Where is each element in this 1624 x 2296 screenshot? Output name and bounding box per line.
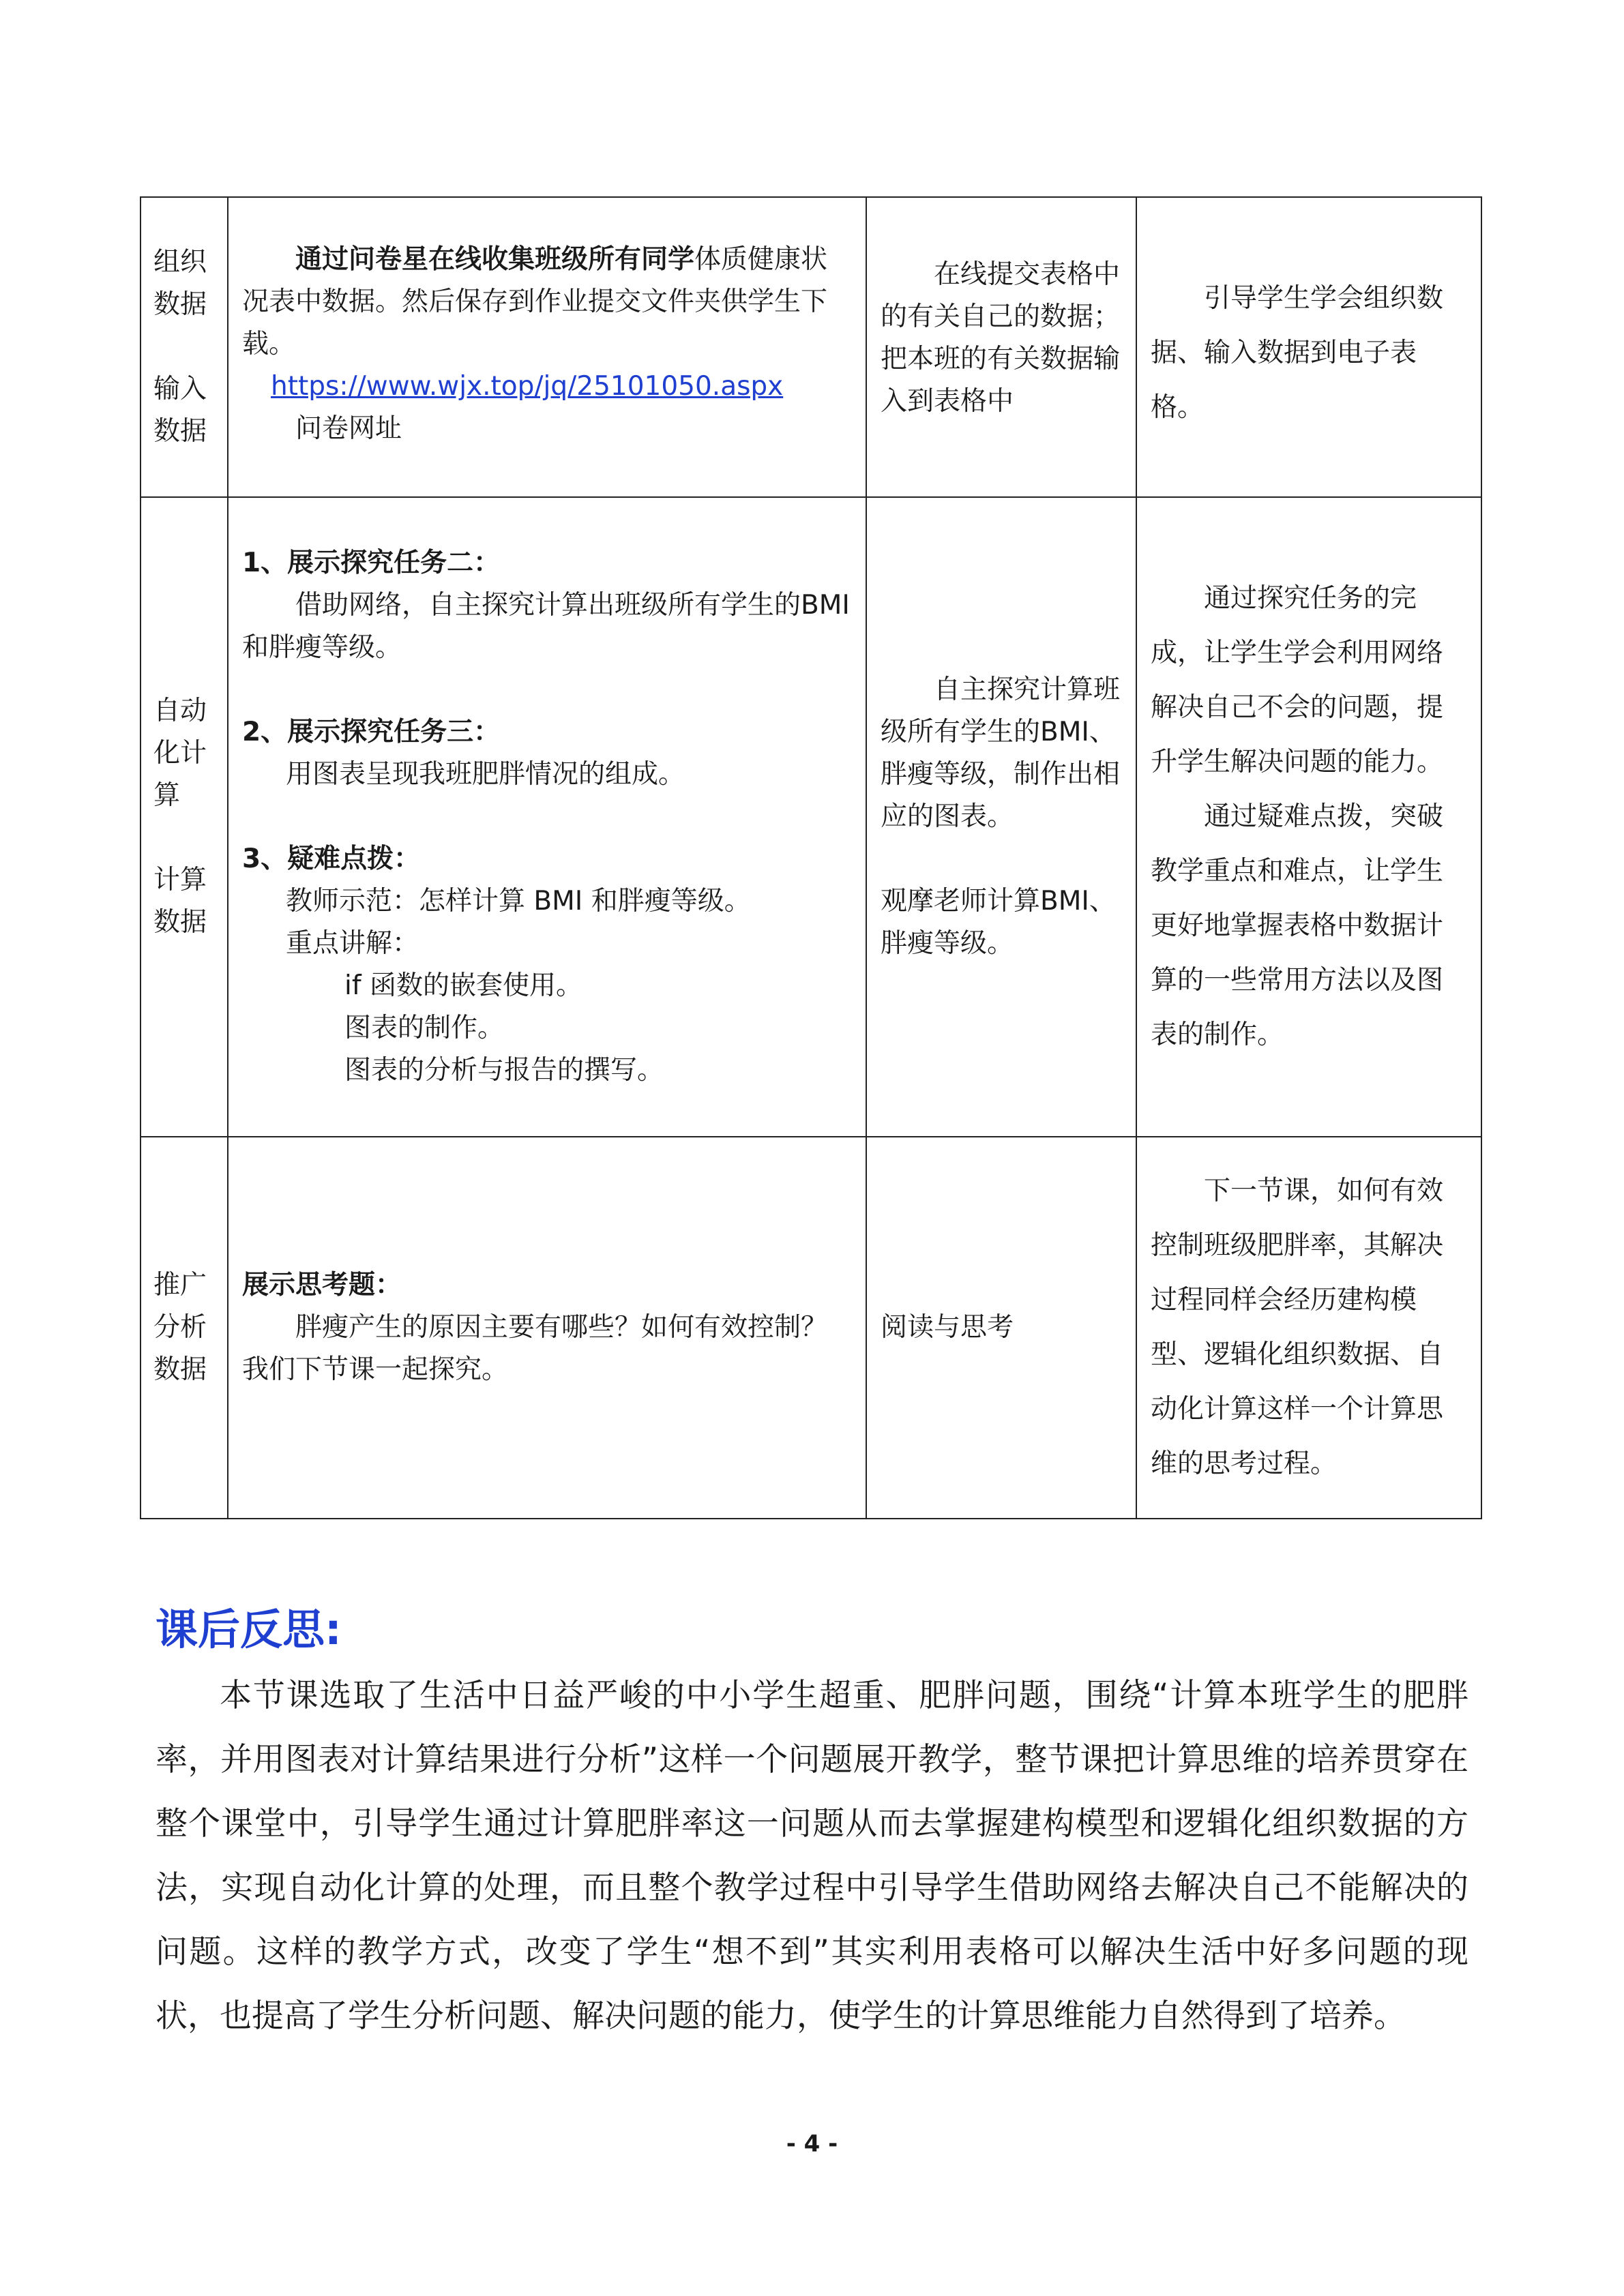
purpose-text: 下一节课，如何有效控制班级肥胖率，其解决过程同样会经历建构模型、逻辑化组织数据、自动化计算这样一个计算思维的思考过程。 bbox=[1151, 1176, 1444, 1479]
activity-rest: 体质健康状况表中数据。然后保存到作业提交文件夹供学生下载。 bbox=[242, 244, 828, 359]
hint-item: 图表的分析与报告的撰写。 bbox=[344, 1055, 664, 1086]
activity-cell bbox=[228, 1137, 866, 1519]
activity-bold: 通过问卷星在线收集班级所有同学 bbox=[295, 244, 695, 275]
stage-line: 自动 bbox=[153, 696, 207, 726]
student-activity-cell bbox=[866, 197, 1136, 497]
activity-cell bbox=[228, 497, 866, 1137]
hint-item: if 函数的嵌套使用。 bbox=[344, 970, 582, 1001]
hint-key: 重点讲解： bbox=[286, 928, 419, 959]
student-activity-cell bbox=[866, 1137, 1136, 1519]
think-body: 胖瘦产生的原因主要有哪些？如何有效控制？我们下节课一起探究。 bbox=[242, 1312, 828, 1385]
student-text: 阅读与思考 bbox=[881, 1312, 1014, 1343]
lesson-plan-table bbox=[140, 196, 1482, 1519]
task3-body: 用图表呈现我班肥胖情况的组成。 bbox=[286, 759, 685, 790]
hint-item: 图表的制作。 bbox=[344, 1013, 505, 1043]
purpose-cell bbox=[1136, 1137, 1481, 1519]
purpose-text: 通过疑难点拨，突破教学重点和难点，让学生更好地掌握表格中数据计算的一些常用方法以及图表的制作。 bbox=[1151, 801, 1444, 1050]
page-number: - 4 - bbox=[786, 2130, 838, 2158]
table-row bbox=[141, 497, 1481, 1137]
purpose-cell bbox=[1136, 197, 1481, 497]
task3-title: 2、展示探究任务三： bbox=[242, 717, 501, 747]
hint-demo: 教师示范：怎样计算 BMI 和胖瘦等级。 bbox=[286, 886, 751, 916]
stage-line: 分析 bbox=[153, 1312, 207, 1343]
reflection-body: 本节课选取了生活中日益严峻的中小学生超重、肥胖问题，围绕“计算本班学生的肥胖率，并用图表对计算结果进行分析”这样一个问题展开教学，整节课把计算思维的培养贯穿在整个课堂中，引导学生通过计算肥胖率这一问题从而去掌握建构模型和逻辑化组织数据的方法，实现自动化计算的处理，而且整个教学过程中引导学生借助网络去解决自己不能解决的问题。这样的教学方式，改变了学生“想不到”其实利用表格可以解决生活中好多问题的现状，也提高了学生分析问题、解决问题的能力，使学生的计算思维能力自然得到了培养。 bbox=[156, 1677, 1468, 2035]
activity-cell bbox=[228, 197, 866, 497]
stage-line: 化计 bbox=[153, 738, 207, 769]
hint-title: 3、疑难点拨： bbox=[242, 844, 421, 874]
stage-cell bbox=[141, 197, 228, 497]
stage-line: 数据 bbox=[153, 289, 207, 320]
task2-body: 借助网络，自主探究计算出班级所有学生的BMI 和胖瘦等级。 bbox=[242, 590, 850, 663]
stage-line: 算 bbox=[153, 780, 181, 811]
purpose-text: 通过探究任务的完成，让学生学会利用网络解决自己不会的问题，提升学生解决问题的能力。 bbox=[1151, 583, 1444, 777]
student-text: 自主探究计算班级所有学生的BMI、胖瘦等级，制作出相应的图表。 bbox=[881, 674, 1121, 832]
stage-line: 组织 bbox=[153, 247, 207, 278]
stage-line: 推广 bbox=[153, 1270, 207, 1300]
task2-title: 1、展示探究任务二： bbox=[242, 548, 501, 578]
table-row bbox=[141, 197, 1481, 497]
activity-text bbox=[242, 239, 852, 366]
student-activity-cell bbox=[866, 497, 1136, 1137]
stage-line: 数据 bbox=[153, 907, 207, 938]
stage-line: 输入 bbox=[153, 374, 207, 404]
stage-cell bbox=[141, 1137, 228, 1519]
reflection-title: 课后反思: bbox=[156, 1605, 342, 1654]
stage-line: 计算 bbox=[153, 865, 207, 895]
student-text: 观摩老师计算BMI、胖瘦等级。 bbox=[881, 886, 1116, 959]
table-row bbox=[141, 1137, 1481, 1519]
stage-line: 数据 bbox=[153, 416, 207, 447]
survey-link[interactable]: https://www.wjx.top/jq/25101050.aspx bbox=[271, 371, 784, 402]
purpose-cell bbox=[1136, 497, 1481, 1137]
purpose-text: 引导学生学会组织数据、输入数据到电子表格。 bbox=[1151, 283, 1444, 423]
student-text: 在线提交表格中的有关自己的数据；把本班的有关数据输入到表格中 bbox=[881, 259, 1121, 417]
think-title: 展示思考题： bbox=[242, 1270, 402, 1300]
stage-line: 数据 bbox=[153, 1354, 207, 1385]
stage-cell bbox=[141, 497, 228, 1137]
link-caption: 问卷网址 bbox=[295, 413, 402, 444]
